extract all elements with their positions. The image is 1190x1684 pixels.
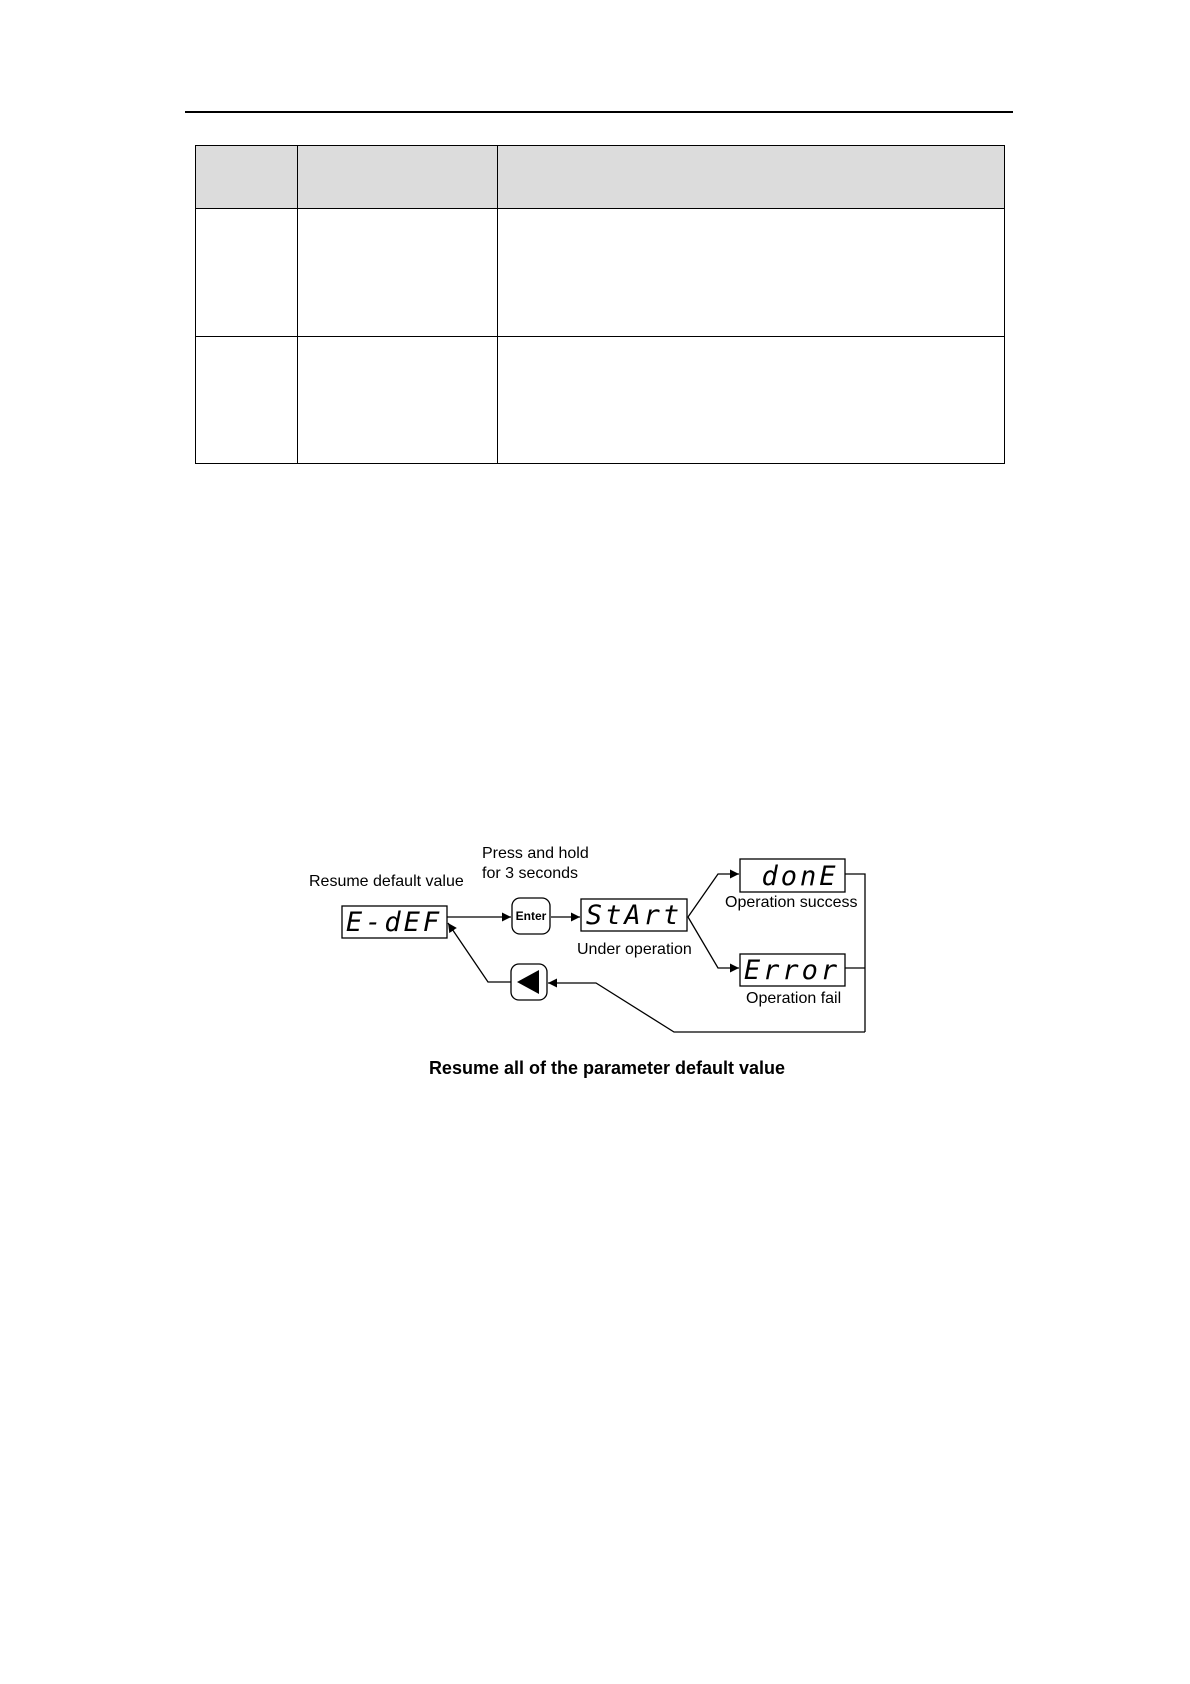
operation-success-label: Operation success [725, 894, 858, 911]
display-start-text: StArt [585, 900, 683, 931]
display-edef-text: E-dEF [345, 907, 443, 938]
resume-default-label: Resume default value [309, 873, 464, 890]
display-error-text: Error [743, 955, 841, 986]
press-hold-label-2: for 3 seconds [482, 865, 579, 882]
arrow-left-key-to-edef [448, 923, 511, 982]
display-done-text: donE [761, 861, 839, 892]
press-hold-label-1: Press and hold [482, 845, 589, 862]
under-operation-label: Under operation [577, 941, 692, 958]
arrow-start-to-error [688, 917, 739, 968]
diagram-caption: Resume all of the parameter default value [428, 1058, 786, 1078]
operation-fail-label: Operation fail [746, 990, 842, 1007]
enter-key-label: Enter [515, 909, 547, 923]
